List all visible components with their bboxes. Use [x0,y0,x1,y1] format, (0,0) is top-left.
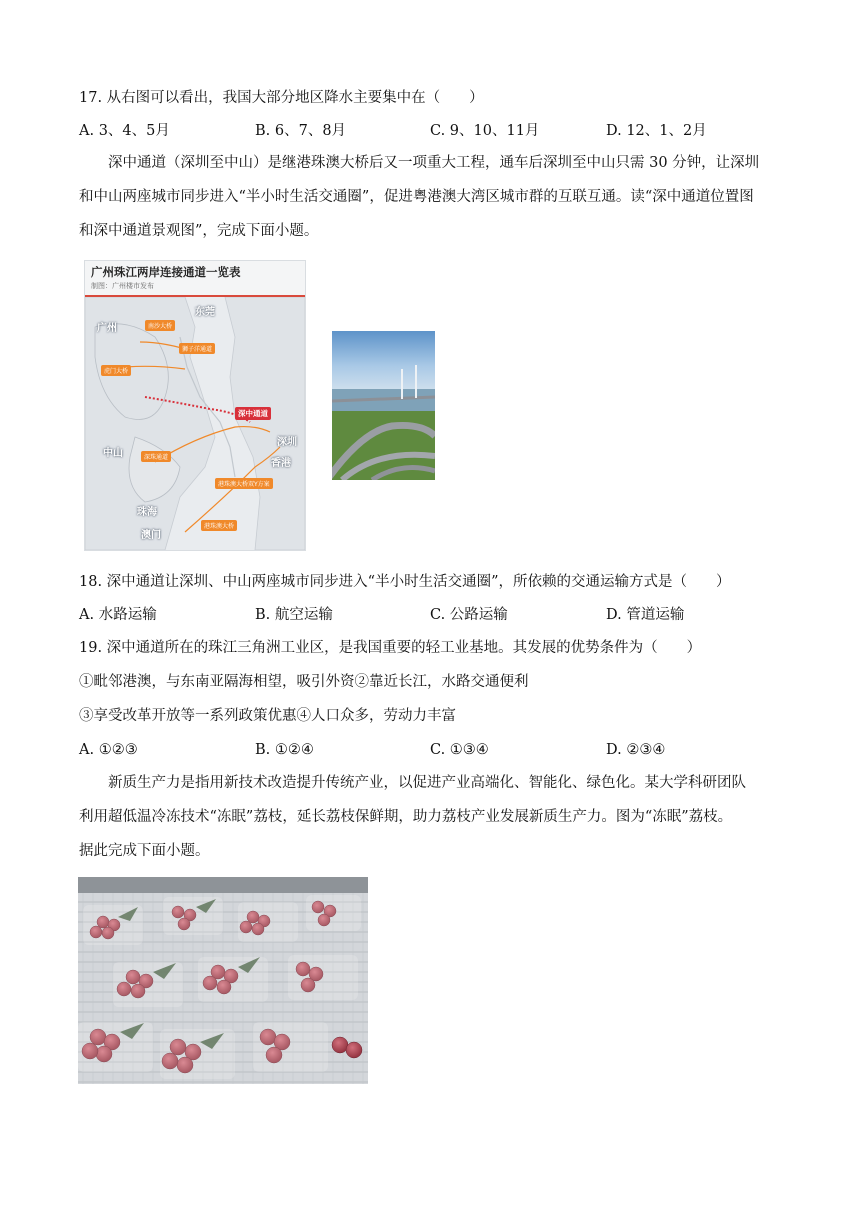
q19-option-b: B. ①②④ [255,742,314,758]
map-subtitle: 制图：广州楼市发布 [91,282,154,290]
q18-stem: 18. 深中通道让深圳、中山两座城市同步进入“半小时生活交通圈”，所依赖的交通运输方式是（ ） [79,574,731,590]
frozen-lychee-photo [78,877,368,1084]
label-shenzhong-tunnel: 深中通道 [235,407,271,420]
label-hzmb: 港珠澳大桥 [201,520,237,531]
q17-option-b: B. 6、7、8月 [255,123,347,139]
q19-condition-line1: ①毗邻港澳，与东南亚隔海相望，吸引外资②靠近长江，水路交通便利 [79,674,529,690]
label-shenzhu-tunnel: 深珠通道 [141,451,171,462]
q19-stem: 19. 深中通道所在的珠江三角洲工业区，是我国重要的轻工业基地。其发展的优势条件为（ ） [79,640,702,656]
passage1-line2: 和中山两座城市同步进入“半小时生活交通圈”，促进粤港澳大湾区城市群的互联互通。读“深中通道位置图 [79,189,754,205]
q19-option-a: A. ①②③ [79,742,138,758]
map-header [85,261,305,297]
label-shiziyang-tunnel: 狮子洋通道 [179,343,215,354]
q18-option-a: A. 水路运输 [79,607,157,623]
city-zhongshan: 中山 [103,448,123,459]
label-hzmb-double-y: 港珠澳大桥双Y方案 [215,478,273,489]
map-graphic [85,297,305,550]
passage2-line1: 新质生产力是指用新技术改造提升传统产业，以促进产业高端化、智能化、绿色化。某大学科研团队 [108,775,746,791]
city-guangzhou: 广州 [97,323,117,334]
q17-option-d: D. 12、1、2月 [606,123,707,139]
label-nansha-bridge: 南沙大桥 [145,320,175,331]
city-dongguan: 东莞 [195,307,215,318]
q19-option-d: D. ②③④ [606,742,666,758]
passage2-line2: 利用超低温冷冻技术“冻眠”荔枝，延长荔枝保鲜期，助力荔枝产业发展新质生产力。图为“冻眠”荔枝。 [79,809,733,825]
shenzhong-location-map [84,260,306,551]
map-title: 广州珠江两岸连接通道一览表 [91,265,241,279]
passage2-line3: 据此完成下面小题。 [79,843,210,859]
q18-option-c: C. 公路运输 [430,607,508,623]
q18-option-d: D. 管道运输 [606,607,685,623]
city-zhuhai: 珠海 [137,507,157,518]
q19-option-c: C. ①③④ [430,742,489,758]
q17-stem: 17. 从右图可以看出，我国大部分地区降水主要集中在（ ） [79,90,484,106]
city-hongkong: 香港 [271,458,291,469]
shenzhong-landscape-photo [332,331,435,480]
q18-option-b: B. 航空运输 [255,607,333,623]
city-macau: 澳门 [141,530,161,541]
q17-option-a: A. 3、4、5月 [79,123,170,139]
city-shenzhen: 深圳 [277,437,297,448]
q19-condition-line2: ③享受改革开放等一系列政策优惠④人口众多，劳动力丰富 [79,708,456,724]
passage1-line1: 深中通道（深圳至中山）是继港珠澳大桥后又一项重大工程，通车后深圳至中山只需 30 分钟，让深圳 [108,155,760,171]
q17-option-c: C. 9、10、11月 [430,123,540,139]
label-humen-bridge: 虎门大桥 [101,365,131,376]
passage1-line3: 和深中通道景观图”，完成下面小题。 [79,223,319,239]
